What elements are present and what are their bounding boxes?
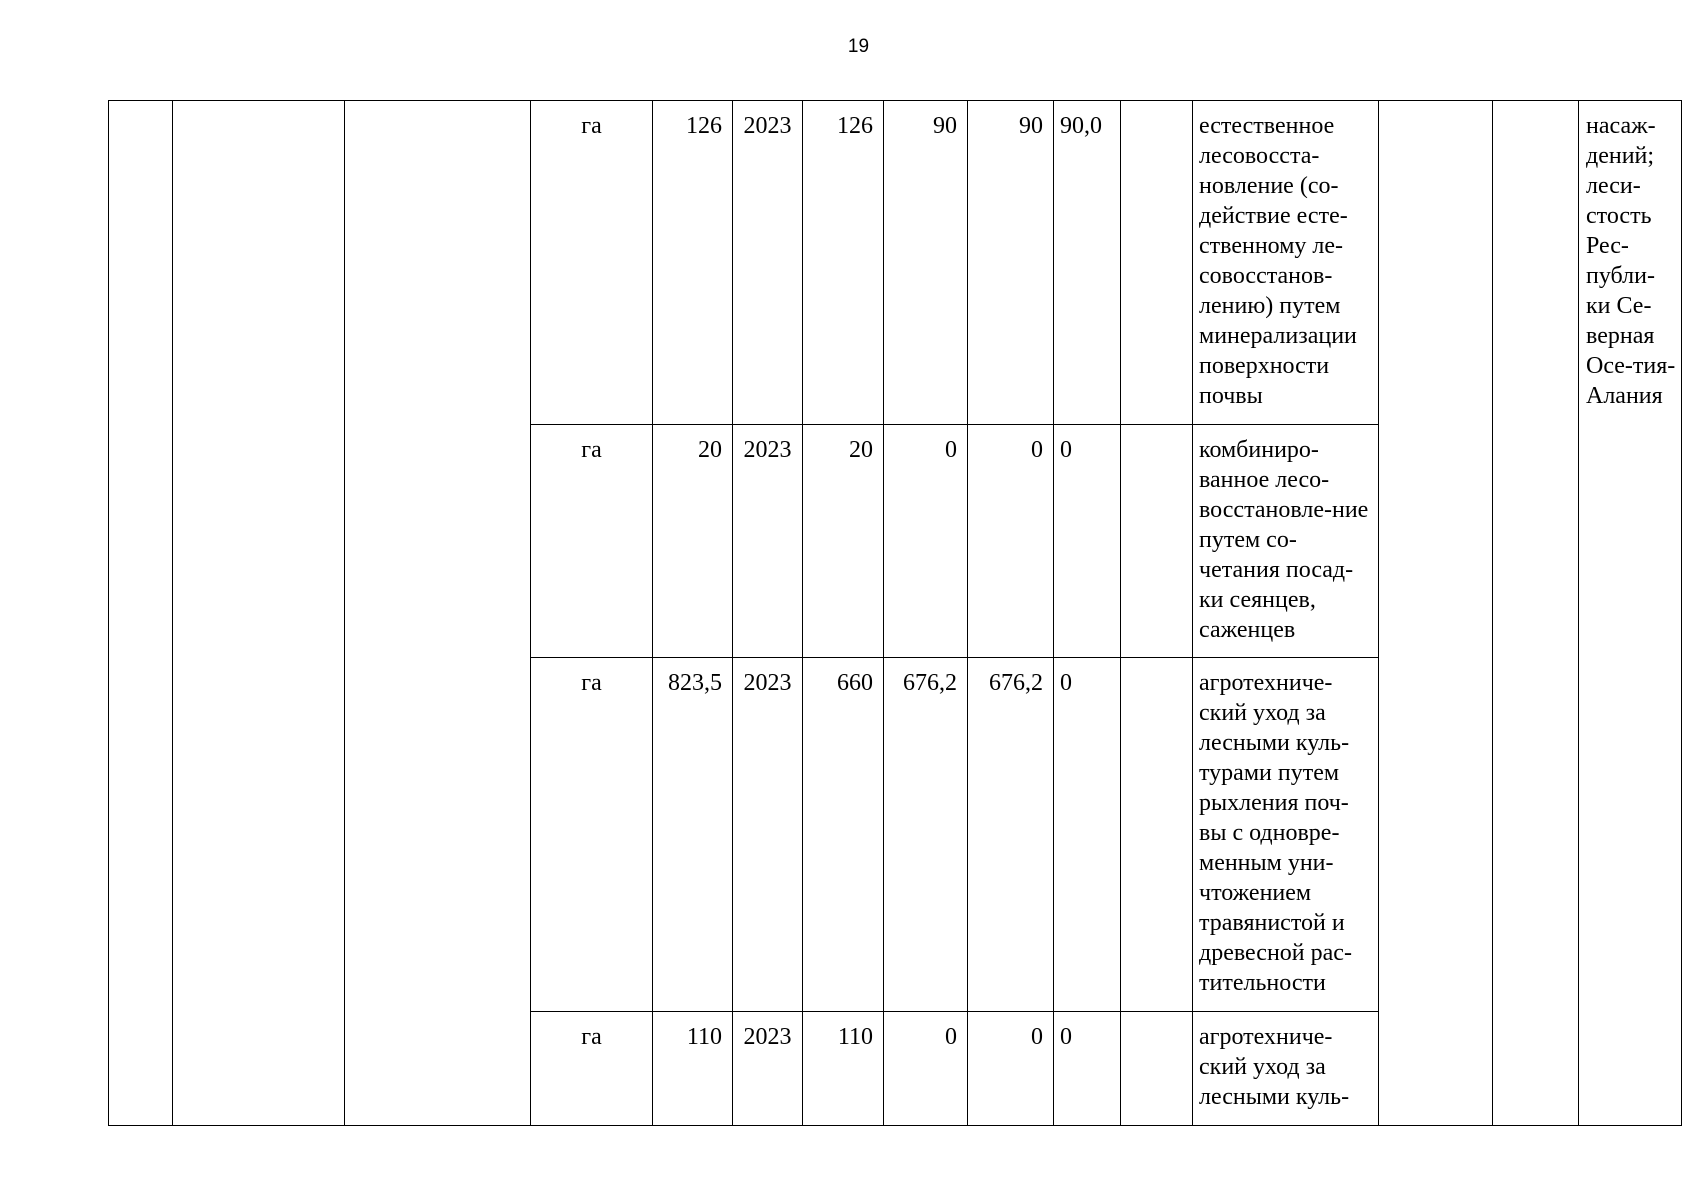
plan-cell: 20 bbox=[803, 425, 884, 658]
plan-cell: 110 bbox=[803, 1012, 884, 1126]
note-cell bbox=[1121, 101, 1193, 425]
year-cell: 2023 bbox=[733, 1012, 803, 1126]
description-cell: естественное лесовосста-новление (со-действие есте-ственному ле-совосстанов-лению) путем минерализации поверхности почвы bbox=[1193, 101, 1379, 425]
year-cell: 2023 bbox=[733, 425, 803, 658]
value-cell: 110 bbox=[653, 1012, 733, 1126]
col-empty-1 bbox=[109, 101, 173, 1126]
year-cell: 2023 bbox=[733, 658, 803, 1012]
value-cell: 126 bbox=[653, 101, 733, 425]
unit-cell: га bbox=[531, 425, 653, 658]
percent-cell: 0 bbox=[1054, 425, 1121, 658]
fact1-cell: 0 bbox=[884, 1012, 968, 1126]
fact1-cell: 90 bbox=[884, 101, 968, 425]
percent-cell: 90,0 bbox=[1054, 101, 1121, 425]
data-table bbox=[108, 100, 1682, 1126]
description-cell: комбиниро-ванное лесо-восстановле-ние путем со-четания посад-ки сеянцев, саженцев bbox=[1193, 425, 1379, 658]
description-cell: агротехниче-ский уход за лесными куль-турами путем рыхления поч-вы с одновре-менным уни-чтожением травянистой и древесной рас-тительности bbox=[1193, 658, 1379, 1012]
fact2-cell: 0 bbox=[968, 425, 1054, 658]
col-empty-13 bbox=[1379, 101, 1493, 1126]
table-row bbox=[109, 101, 1682, 425]
note-cell bbox=[1121, 658, 1193, 1012]
percent-cell: 0 bbox=[1054, 658, 1121, 1012]
fact2-cell: 0 bbox=[968, 1012, 1054, 1126]
col-empty-2 bbox=[173, 101, 345, 1126]
col-empty-14 bbox=[1493, 101, 1579, 1126]
percent-cell: 0 bbox=[1054, 1012, 1121, 1126]
fact1-cell: 0 bbox=[884, 425, 968, 658]
note-cell bbox=[1121, 425, 1193, 658]
fact1-cell: 676,2 bbox=[884, 658, 968, 1012]
fact2-cell: 90 bbox=[968, 101, 1054, 425]
unit-cell: га bbox=[531, 101, 653, 425]
unit-cell: га bbox=[531, 1012, 653, 1126]
plan-cell: 126 bbox=[803, 101, 884, 425]
plan-cell: 660 bbox=[803, 658, 884, 1012]
year-cell: 2023 bbox=[733, 101, 803, 425]
unit-cell: га bbox=[531, 658, 653, 1012]
col-empty-3 bbox=[345, 101, 531, 1126]
fact2-cell: 676,2 bbox=[968, 658, 1054, 1012]
description-cell: агротехниче-ский уход за лесными куль- bbox=[1193, 1012, 1379, 1126]
value-cell: 20 bbox=[653, 425, 733, 658]
indicator-description-cell: насаж-дений; леси-стость Рес-публи-ки Се-верная Осе-тия-Алания bbox=[1579, 101, 1682, 1126]
note-cell bbox=[1121, 1012, 1193, 1126]
page-number: 19 bbox=[847, 36, 870, 57]
value-cell: 823,5 bbox=[653, 658, 733, 1012]
